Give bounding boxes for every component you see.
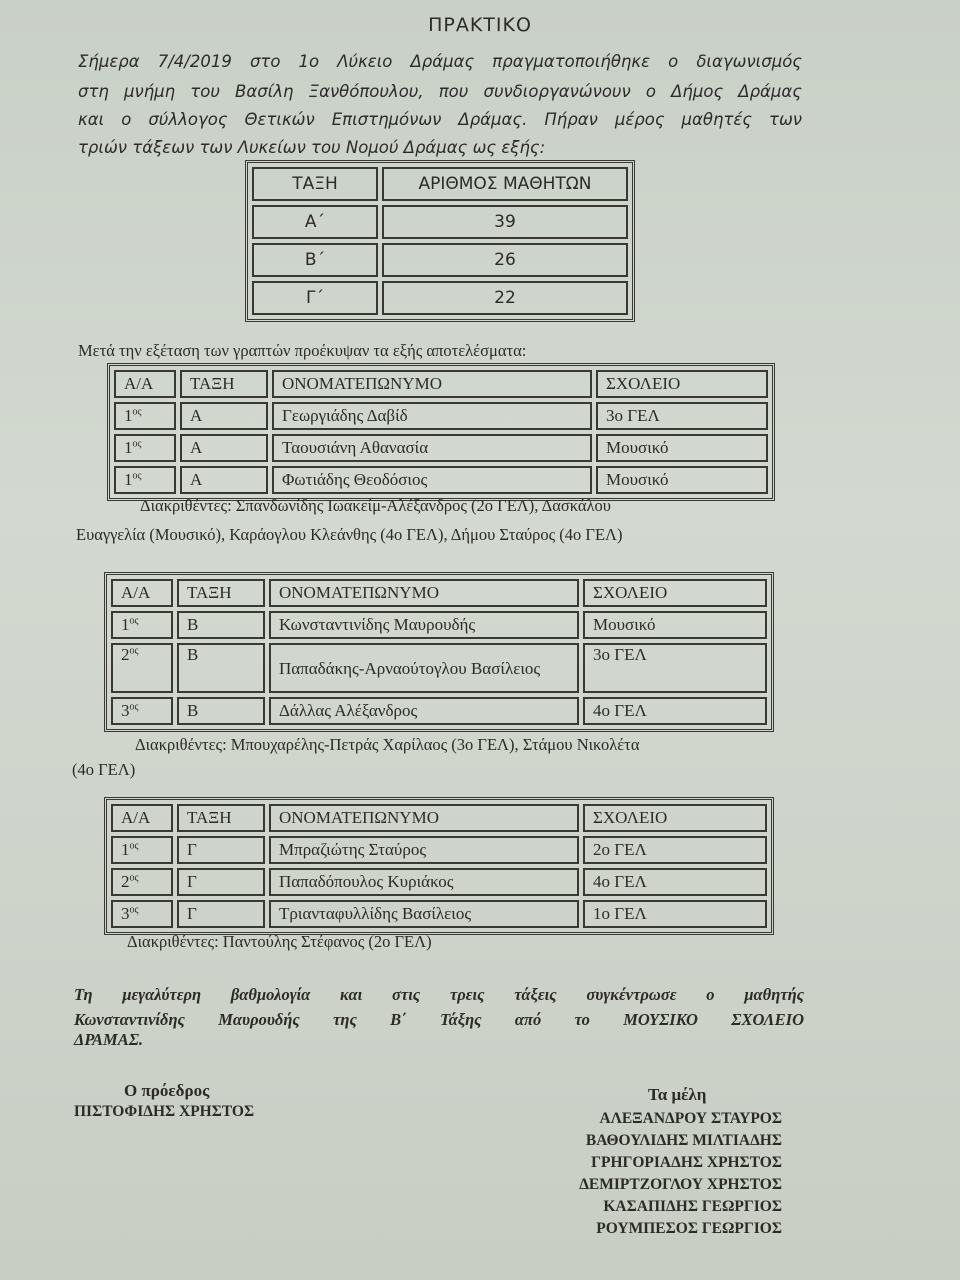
school-cell: 3ο ΓΕΛ — [596, 402, 768, 430]
results-table-b — [104, 572, 774, 732]
member-name: ΚΑΣΑΠΙΔΗΣ ΓΕΩΡΓΙΟΣ — [603, 1198, 782, 1215]
table-row — [111, 697, 767, 725]
member-name: ΑΛΕΞΑΝΔΡΟΥ ΣΤΑΥΡΟΣ — [599, 1110, 782, 1127]
results-table-c — [104, 797, 774, 935]
member-name: ΒΑΘΟΥΛΙΔΗΣ ΜΙΛΤΙΑΔΗΣ — [585, 1132, 782, 1149]
header-cell: ΟΝΟΜΑΤΕΠΩΝΥΜΟ — [269, 804, 579, 832]
class-cell: Β΄ — [252, 243, 378, 277]
intro-line-3: και ο σύλλογος Θετικών Επιστημόνων Δράμας. Πήραν μέρος μαθητές των — [78, 110, 802, 129]
table-row — [111, 611, 767, 639]
class-cell: Α — [180, 434, 268, 462]
name-cell: Παπαδόπουλος Κυριάκος — [269, 868, 579, 896]
class-cell: Γ — [177, 868, 265, 896]
table-row — [114, 434, 768, 462]
conclusion-line-2: Κωνσταντινίδης Μαυρουδής της Β΄ Τάξης από το ΜΟΥΣΙΚΟ ΣΧΟΛΕΙΟ — [74, 1010, 804, 1029]
rank-cell: $2^{o\varsigma}$ — [111, 643, 173, 693]
table-row — [111, 900, 767, 928]
member-name: ΔΕΜΙΡΤΖΟΓΛΟΥ ΧΡΗΣΤΟΣ — [579, 1176, 782, 1193]
header-cell: ΣΧΟΛΕΙΟ — [583, 579, 767, 607]
table-row — [252, 167, 628, 201]
rank-cell: $1^{o\varsigma}$ — [114, 402, 176, 430]
results-table-a — [107, 363, 775, 501]
class-cell: Γ — [177, 836, 265, 864]
members-label: Τα μέλη — [648, 1085, 707, 1104]
header-cell: ΣΧΟΛΕΙΟ — [596, 370, 768, 398]
intro-line-4: τριών τάξεων των Λυκείων του Νομού Δράμας ως εξής: — [78, 138, 546, 157]
school-cell: Μουσικό — [583, 611, 767, 639]
table-row — [252, 205, 628, 239]
name-cell: Μπραζιώτης Σταύρος — [269, 836, 579, 864]
class-cell: Α΄ — [252, 205, 378, 239]
member-name: ΡΟΥΜΠΕΣΟΣ ΓΕΩΡΓΙΟΣ — [596, 1220, 782, 1237]
rank-cell: $2^{o\varsigma}$ — [111, 868, 173, 896]
school-cell: 4ο ΓΕΛ — [583, 697, 767, 725]
rank-cell: $1^{o\varsigma}$ — [111, 836, 173, 864]
header-cell: ΤΑΞΗ — [180, 370, 268, 398]
school-cell: 2ο ΓΕΛ — [583, 836, 767, 864]
distinctions-b-line-1: Διακριθέντες: Μπουχαρέλης-Πετράς Χαρίλαος (3ο ΓΕΛ), Στάμου Νικολέτα — [135, 735, 640, 754]
rank-cell: $3^{o\varsigma}$ — [111, 697, 173, 725]
class-cell: Γ΄ — [252, 281, 378, 315]
class-cell: Γ — [177, 900, 265, 928]
class-cell: Α — [180, 402, 268, 430]
conclusion-line-1: Τη μεγαλύτερη βαθμολογία και στις τρεις τάξεις συγκέντρωσε ο μαθητής — [74, 985, 804, 1004]
class-cell: Β — [177, 643, 265, 693]
header-cell: ΑΡΙΘΜΟΣ ΜΑΘΗΤΩΝ — [382, 167, 628, 201]
distinctions-a-line-2: Ευαγγελία (Μουσικό), Καράογλου Κλεάνθης (4ο ΓΕΛ), Δήμου Σταύρος (4ο ΓΕΛ) — [76, 525, 623, 544]
header-cell: ΟΝΟΜΑΤΕΠΩΝΥΜΟ — [269, 579, 579, 607]
intro-line-2: στη μνήμη του Βασίλη Ξανθόπουλου, που συνδιοργανώνουν ο Δήμος Δράμας — [78, 82, 802, 101]
count-cell: 39 — [382, 205, 628, 239]
president-label: Ο πρόεδρος — [124, 1081, 210, 1100]
name-cell: Παπαδάκης-Αρναούτογλου Βασίλειος — [269, 643, 579, 693]
rank-cell: $1^{o\varsigma}$ — [114, 434, 176, 462]
president-name: ΠΙΣΤΟΦΙΔΗΣ ΧΡΗΣΤΟΣ — [74, 1103, 255, 1120]
distinctions-a-line-1: Διακριθέντες: Σπανδωνίδης Ιωακείμ-Αλέξανδρος (2ο ΓΕΛ), Δασκάλου — [140, 496, 611, 515]
name-cell: Δάλλας Αλέξανδρος — [269, 697, 579, 725]
table-row — [114, 466, 768, 494]
table-row — [111, 643, 767, 693]
table-row — [111, 804, 767, 832]
header-cell: ΣΧΟΛΕΙΟ — [583, 804, 767, 832]
rank-cell: $1^{o\varsigma}$ — [111, 611, 173, 639]
table-row — [114, 370, 768, 398]
name-cell: Κωνσταντινίδης Μαυρουδής — [269, 611, 579, 639]
count-cell: 22 — [382, 281, 628, 315]
distinctions-c-line-1: Διακριθέντες: Παντούλης Στέφανος (2ο ΓΕΛ) — [127, 932, 432, 951]
school-cell: Μουσικό — [596, 466, 768, 494]
name-cell: Φωτιάδης Θεοδόσιος — [272, 466, 592, 494]
student-count-table — [245, 160, 635, 322]
table-row — [252, 281, 628, 315]
table-row — [114, 402, 768, 430]
header-cell: ΤΑΞΗ — [252, 167, 378, 201]
name-cell: Γεωργιάδης Δαβίδ — [272, 402, 592, 430]
name-cell: Ταουσιάνη Αθανασία — [272, 434, 592, 462]
table-row — [111, 868, 767, 896]
class-cell: Α — [180, 466, 268, 494]
class-cell: Β — [177, 697, 265, 725]
intro-line-1: Σήμερα 7/4/2019 στο 1ο Λύκειο Δράμας πραγματοποιήθηκε ο διαγωνισμός — [78, 52, 802, 71]
rank-cell: $1^{o\varsigma}$ — [114, 466, 176, 494]
header-cell: Α/Α — [111, 579, 173, 607]
header-cell: ΟΝΟΜΑΤΕΠΩΝΥΜΟ — [272, 370, 592, 398]
table-row — [111, 579, 767, 607]
rank-cell: $3^{o\varsigma}$ — [111, 900, 173, 928]
school-cell: 1ο ΓΕΛ — [583, 900, 767, 928]
results-intro: Μετά την εξέταση των γραπτών προέκυψαν τα εξής αποτελέσματα: — [78, 341, 527, 360]
conclusion-line-3: ΔΡΑΜΑΣ. — [74, 1030, 144, 1049]
header-cell: ΤΑΞΗ — [177, 579, 265, 607]
class-cell: Β — [177, 611, 265, 639]
table-row — [111, 836, 767, 864]
header-cell: Α/Α — [114, 370, 176, 398]
name-cell: Τριανταφυλλίδης Βασίλειος — [269, 900, 579, 928]
school-cell: Μουσικό — [596, 434, 768, 462]
member-name: ΓΡΗΓΟΡΙΑΔΗΣ ΧΡΗΣΤΟΣ — [591, 1154, 782, 1171]
table-row — [252, 243, 628, 277]
header-cell: ΤΑΞΗ — [177, 804, 265, 832]
school-cell: 4ο ΓΕΛ — [583, 868, 767, 896]
document-title: ΠΡΑΚΤΙΚΟ — [428, 14, 532, 36]
count-cell: 26 — [382, 243, 628, 277]
distinctions-b-line-2: (4ο ΓΕΛ) — [72, 760, 136, 779]
header-cell: Α/Α — [111, 804, 173, 832]
school-cell: 3ο ΓΕΛ — [583, 643, 767, 693]
